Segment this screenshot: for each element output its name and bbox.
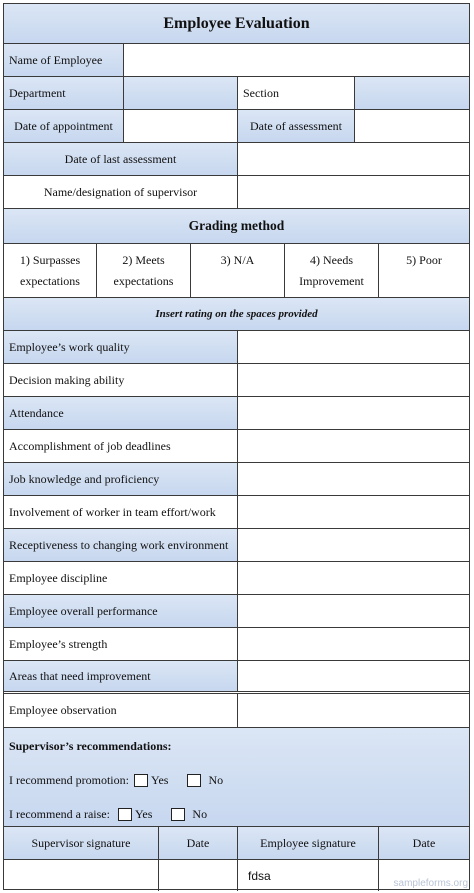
promotion-line bbox=[4, 773, 223, 788]
promotion-no-label: No bbox=[208, 773, 224, 787]
criteria-rating-field[interactable] bbox=[238, 430, 469, 462]
name-of-employee-field[interactable] bbox=[124, 44, 469, 76]
criteria-row bbox=[4, 364, 469, 397]
criteria-row bbox=[4, 331, 469, 364]
recommendations-heading: Supervisor’s recommendations: bbox=[9, 739, 172, 753]
date-of-assessment-field[interactable] bbox=[355, 110, 469, 142]
criteria-label: Decision making ability bbox=[4, 364, 238, 396]
criteria-rating-field[interactable] bbox=[238, 364, 469, 396]
grade-option-5-line1: 5) Poor bbox=[406, 253, 442, 267]
criteria-row bbox=[4, 562, 469, 595]
department-row bbox=[4, 77, 469, 110]
criteria-label: Attendance bbox=[4, 397, 238, 429]
grade-option-2-line1: 2) Meets bbox=[122, 252, 165, 267]
criteria-label: Accomplishment of job deadlines bbox=[4, 430, 238, 462]
employee-signature-label: Employee signature bbox=[238, 827, 379, 859]
grade-option-4 bbox=[285, 244, 379, 297]
supervisor-label: Name/designation of supervisor bbox=[4, 176, 238, 208]
dates-row bbox=[4, 110, 469, 143]
rating-instruction: Insert rating on the spaces provided bbox=[155, 308, 318, 320]
grading-method-heading: Grading method bbox=[188, 218, 285, 233]
raise-label: I recommend a raise: bbox=[9, 807, 110, 821]
criteria-label: Employee overall performance bbox=[4, 595, 238, 627]
employee-observation-field[interactable] bbox=[238, 694, 469, 727]
criteria-row bbox=[4, 661, 469, 694]
date-of-last-assessment-label: Date of last assessment bbox=[4, 143, 238, 175]
raise-no-label: No bbox=[192, 807, 208, 821]
criteria-label: Employee’s work quality bbox=[4, 331, 238, 363]
recommendations-block bbox=[4, 728, 469, 827]
grade-option-1-line2: expectations bbox=[20, 273, 80, 288]
criteria-rating-field[interactable] bbox=[238, 661, 469, 691]
criteria-row bbox=[4, 397, 469, 430]
department-label: Department bbox=[4, 77, 124, 109]
criteria-rating-field[interactable] bbox=[238, 331, 469, 363]
raise-no-checkbox[interactable] bbox=[171, 808, 185, 821]
name-row bbox=[4, 44, 469, 77]
grade-option-3 bbox=[191, 244, 285, 297]
watermark: sampleforms.org bbox=[393, 878, 468, 889]
criteria-label: Involvement of worker in team effort/work bbox=[4, 496, 238, 528]
supervisor-date-field[interactable] bbox=[159, 860, 238, 891]
section-field[interactable] bbox=[355, 77, 469, 109]
criteria-row bbox=[4, 595, 469, 628]
criteria-rating-field[interactable] bbox=[238, 628, 469, 660]
criteria-rating-field[interactable] bbox=[238, 463, 469, 495]
criteria-row bbox=[4, 628, 469, 661]
grade-option-1-line1: 1) Surpasses bbox=[19, 252, 81, 267]
grading-heading-row bbox=[4, 209, 469, 244]
employee-evaluation-form bbox=[3, 3, 470, 890]
criteria-rating-field[interactable] bbox=[238, 529, 469, 561]
criteria-label: Employee discipline bbox=[4, 562, 238, 594]
promotion-yes-label: Yes bbox=[150, 773, 169, 787]
grade-option-3-line1: 3) N/A bbox=[220, 253, 255, 267]
raise-yes-checkbox[interactable] bbox=[118, 808, 132, 821]
grade-option-2-line2: expectations bbox=[113, 273, 174, 288]
grade-option-2 bbox=[97, 244, 191, 297]
promotion-no-checkbox[interactable] bbox=[187, 774, 201, 787]
date-of-last-assessment-field[interactable] bbox=[238, 143, 469, 175]
date-of-appointment-field[interactable] bbox=[124, 110, 238, 142]
supervisor-date-label: Date bbox=[159, 827, 238, 859]
date-of-assessment-label: Date of assessment bbox=[238, 110, 355, 142]
supervisor-field[interactable] bbox=[238, 176, 469, 208]
criteria-row bbox=[4, 463, 469, 496]
criteria-label: Employee’s strength bbox=[4, 628, 238, 660]
grade-option-1 bbox=[4, 244, 97, 297]
raise-yes-label: Yes bbox=[134, 807, 153, 821]
promotion-yes-checkbox[interactable] bbox=[134, 774, 148, 787]
criteria-rating-field[interactable] bbox=[238, 397, 469, 429]
last-assessment-row bbox=[4, 143, 469, 176]
supervisor-signature-label: Supervisor signature bbox=[4, 827, 159, 859]
date-of-appointment-label: Date of appointment bbox=[4, 110, 124, 142]
criteria-row bbox=[4, 496, 469, 529]
criteria-label: Receptiveness to changing work environment bbox=[4, 529, 238, 561]
instruction-row bbox=[4, 298, 469, 331]
employee-date-label: Date bbox=[412, 835, 436, 850]
criteria-label: Job knowledge and proficiency bbox=[4, 463, 238, 495]
observation-row bbox=[4, 694, 469, 728]
promotion-label: I recommend promotion: bbox=[9, 773, 129, 787]
form-title: Employee Evaluation bbox=[163, 14, 310, 32]
name-of-employee-label: Name of Employee bbox=[4, 44, 124, 76]
department-field[interactable] bbox=[124, 77, 238, 109]
criteria-rating-field[interactable] bbox=[238, 496, 469, 528]
employee-signature-field[interactable]: fdsa bbox=[238, 860, 379, 891]
criteria-row bbox=[4, 529, 469, 562]
criteria-row bbox=[4, 430, 469, 463]
employee-observation-label: Employee observation bbox=[4, 694, 238, 727]
section-label: Section bbox=[238, 77, 355, 109]
criteria-label: Areas that need improvement bbox=[4, 661, 238, 691]
criteria-rating-field[interactable] bbox=[238, 562, 469, 594]
form-title-row bbox=[4, 4, 469, 44]
grading-options-row bbox=[4, 244, 469, 298]
grade-option-4-line1: 4) Needs bbox=[310, 252, 353, 267]
raise-line bbox=[4, 807, 207, 822]
grade-option-4-line2: Improvement bbox=[299, 273, 364, 288]
criteria-rating-field[interactable] bbox=[238, 595, 469, 627]
signature-header-row bbox=[4, 827, 469, 860]
supervisor-signature-field[interactable] bbox=[4, 860, 159, 891]
supervisor-row bbox=[4, 176, 469, 209]
grade-option-5 bbox=[379, 244, 469, 297]
